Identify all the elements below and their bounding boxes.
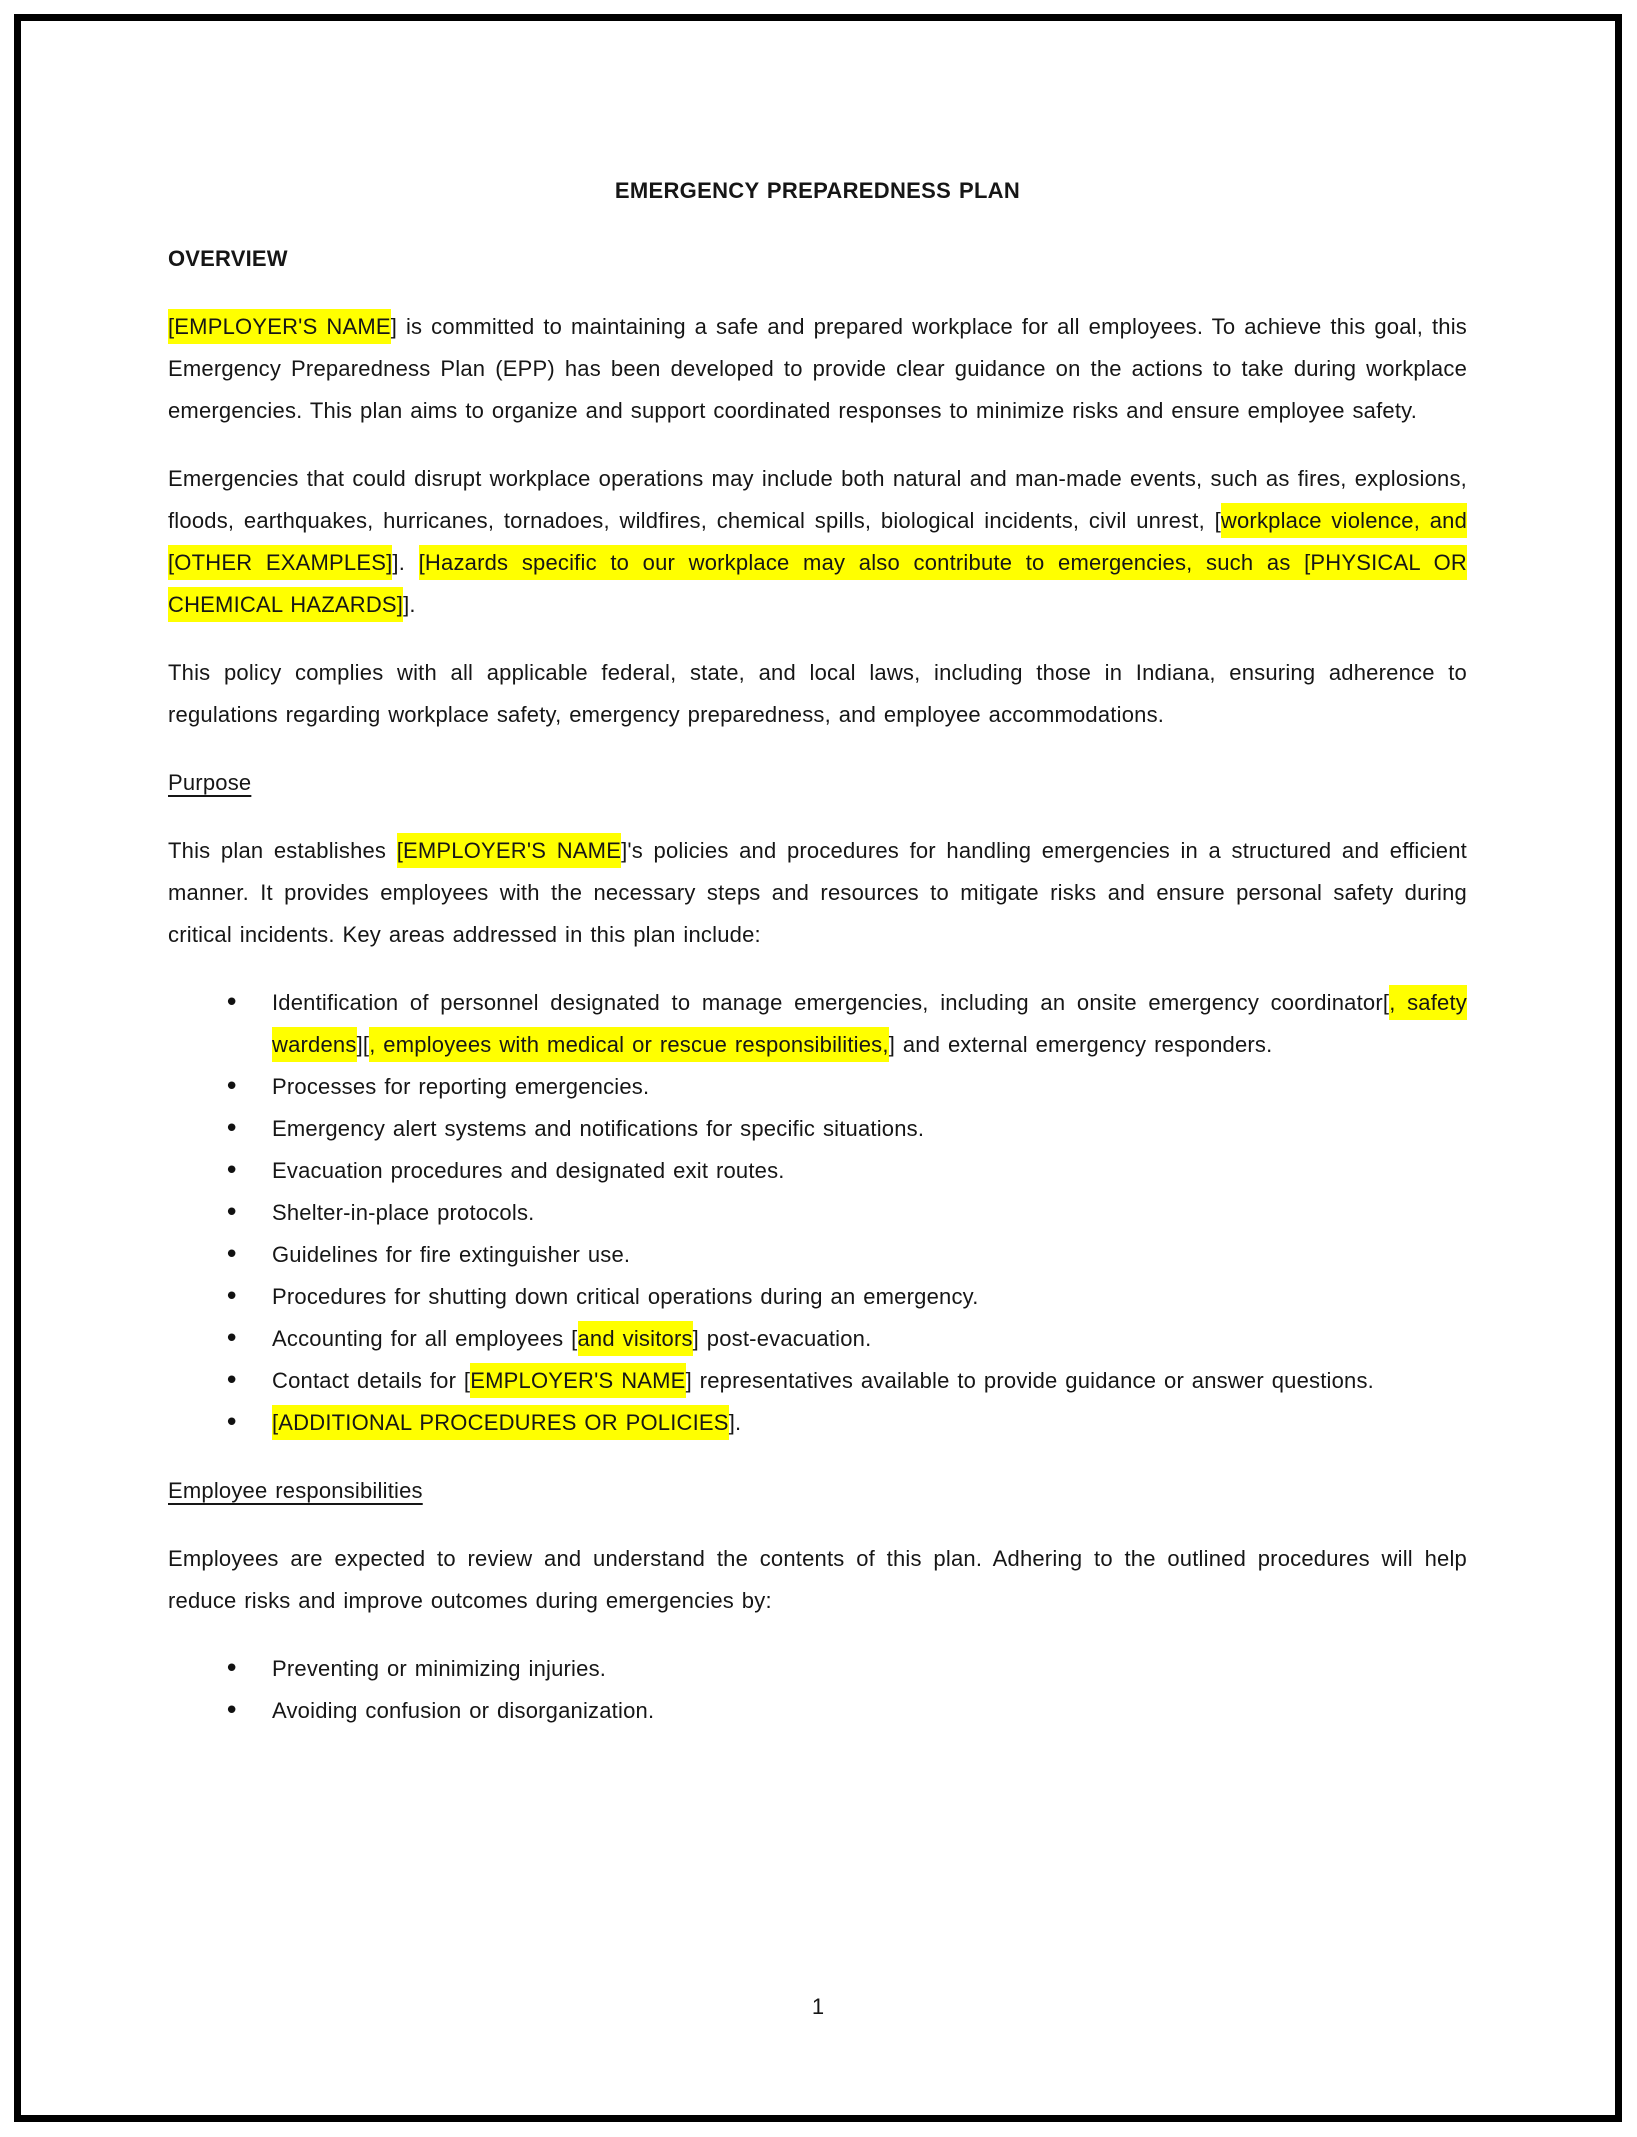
text-run: This plan establishes xyxy=(168,838,397,863)
list-item xyxy=(168,1150,1467,1192)
document-body xyxy=(21,21,1615,2115)
text-run: ] post-evacuation. xyxy=(692,1326,872,1351)
list-item xyxy=(168,1360,1467,1402)
text-run: ][ xyxy=(356,1032,370,1057)
text-run: ]. xyxy=(728,1410,742,1435)
employee-outcomes-list xyxy=(168,1648,1467,1732)
page-number: 1 xyxy=(811,1994,825,2019)
purpose-paragraph-1 xyxy=(168,830,1467,956)
list-item xyxy=(168,1192,1467,1234)
section-heading-purpose: Purpose xyxy=(168,770,252,795)
key-areas-list xyxy=(168,982,1467,1444)
text-run: Preventing or minimizing injuries. xyxy=(272,1656,607,1681)
overview-paragraph-2 xyxy=(168,458,1467,626)
list-item xyxy=(168,1690,1467,1732)
highlighted-placeholder: , safety wardens xyxy=(272,985,1467,1062)
text-run: Processes for reporting emergencies. xyxy=(272,1074,650,1099)
highlighted-placeholder: , employees with medical or rescue responsibilities, xyxy=(369,1027,889,1062)
text-run: ] is committed to maintaining a safe and prepared workplace for all employees. To achieve this goal, this Emergency Preparedness Plan (EPP) has been developed to provide clear guidance on the actions to take during workplace emergencies. This plan aims to organize and support coordinated responses to minimize risks and ensure employee safety. xyxy=(168,314,1467,423)
text-run: ]. xyxy=(392,550,419,575)
highlighted-placeholder: EMPLOYER'S NAME xyxy=(470,1363,685,1398)
list-item xyxy=(168,1066,1467,1108)
page-border xyxy=(14,14,1622,2122)
section-heading-employee-responsibilities: Employee responsibilities xyxy=(168,1478,423,1503)
highlighted-placeholder: workplace violence, and [OTHER EXAMPLES] xyxy=(168,503,1467,580)
document-title: EMERGENCY PREPAREDNESS PLAN xyxy=(614,178,1021,203)
list-item xyxy=(168,1108,1467,1150)
list-item xyxy=(168,1318,1467,1360)
text-run: Emergency alert systems and notifications for specific situations. xyxy=(272,1116,925,1141)
text-run: Shelter-in-place protocols. xyxy=(272,1200,535,1225)
text-run: ]'s policies and procedures for handling emergencies in a structured and efficient manner. It provides employees with the necessary steps and resources to mitigate risks and ensure personal safety during critical incidents. Key areas addressed in this plan include: xyxy=(168,838,1467,947)
highlighted-placeholder: [EMPLOYER'S NAME xyxy=(168,309,391,344)
highlighted-placeholder: [EMPLOYER'S NAME xyxy=(397,833,621,868)
section-heading-overview: OVERVIEW xyxy=(168,246,288,271)
text-run: ] and external emergency responders. xyxy=(888,1032,1273,1057)
employee-responsibilities-paragraph-1 xyxy=(168,1538,1467,1622)
list-item xyxy=(168,1234,1467,1276)
text-run: Evacuation procedures and designated exit routes. xyxy=(272,1158,785,1183)
text-run: Employees are expected to review and understand the contents of this plan. Adhering to the outlined procedures will help reduce risks and improve outcomes during emergencies by: xyxy=(168,1546,1467,1613)
text-run: Guidelines for fire extinguisher use. xyxy=(272,1242,631,1267)
list-item xyxy=(168,1276,1467,1318)
overview-paragraph-3 xyxy=(168,652,1467,736)
list-item xyxy=(168,982,1467,1066)
text-run: Identification of personnel designated to manage emergencies, including an onsite emergency coordinator[ xyxy=(272,990,1390,1015)
text-run: Avoiding confusion or disorganization. xyxy=(272,1698,655,1723)
highlighted-placeholder: and visitors xyxy=(578,1321,693,1356)
highlighted-placeholder: [ADDITIONAL PROCEDURES OR POLICIES xyxy=(272,1405,729,1440)
text-run: Accounting for all employees [ xyxy=(272,1326,578,1351)
text-run: ]. xyxy=(403,592,416,617)
text-run: Procedures for shutting down critical operations during an emergency. xyxy=(272,1284,979,1309)
list-item xyxy=(168,1402,1467,1444)
overview-paragraph-1 xyxy=(168,306,1467,432)
text-run: Contact details for [ xyxy=(272,1368,471,1393)
list-item xyxy=(168,1648,1467,1690)
text-run: Emergencies that could disrupt workplace operations may include both natural and man-made events, such as fires, explosions, floods, earthquakes, hurricanes, tornadoes, wildfires, chemical spills, biological incidents, civil unrest, [ xyxy=(168,466,1467,533)
highlighted-placeholder: [Hazards specific to our workplace may also contribute to emergencies, such as [PHYSICAL OR CHEMICAL HAZARDS] xyxy=(168,545,1467,622)
text-run: This policy complies with all applicable federal, state, and local laws, including those in Indiana, ensuring adherence to regulations regarding workplace safety, emergency preparedness, and employee accommodations. xyxy=(168,660,1467,727)
text-run: ] representatives available to provide guidance or answer questions. xyxy=(685,1368,1374,1393)
